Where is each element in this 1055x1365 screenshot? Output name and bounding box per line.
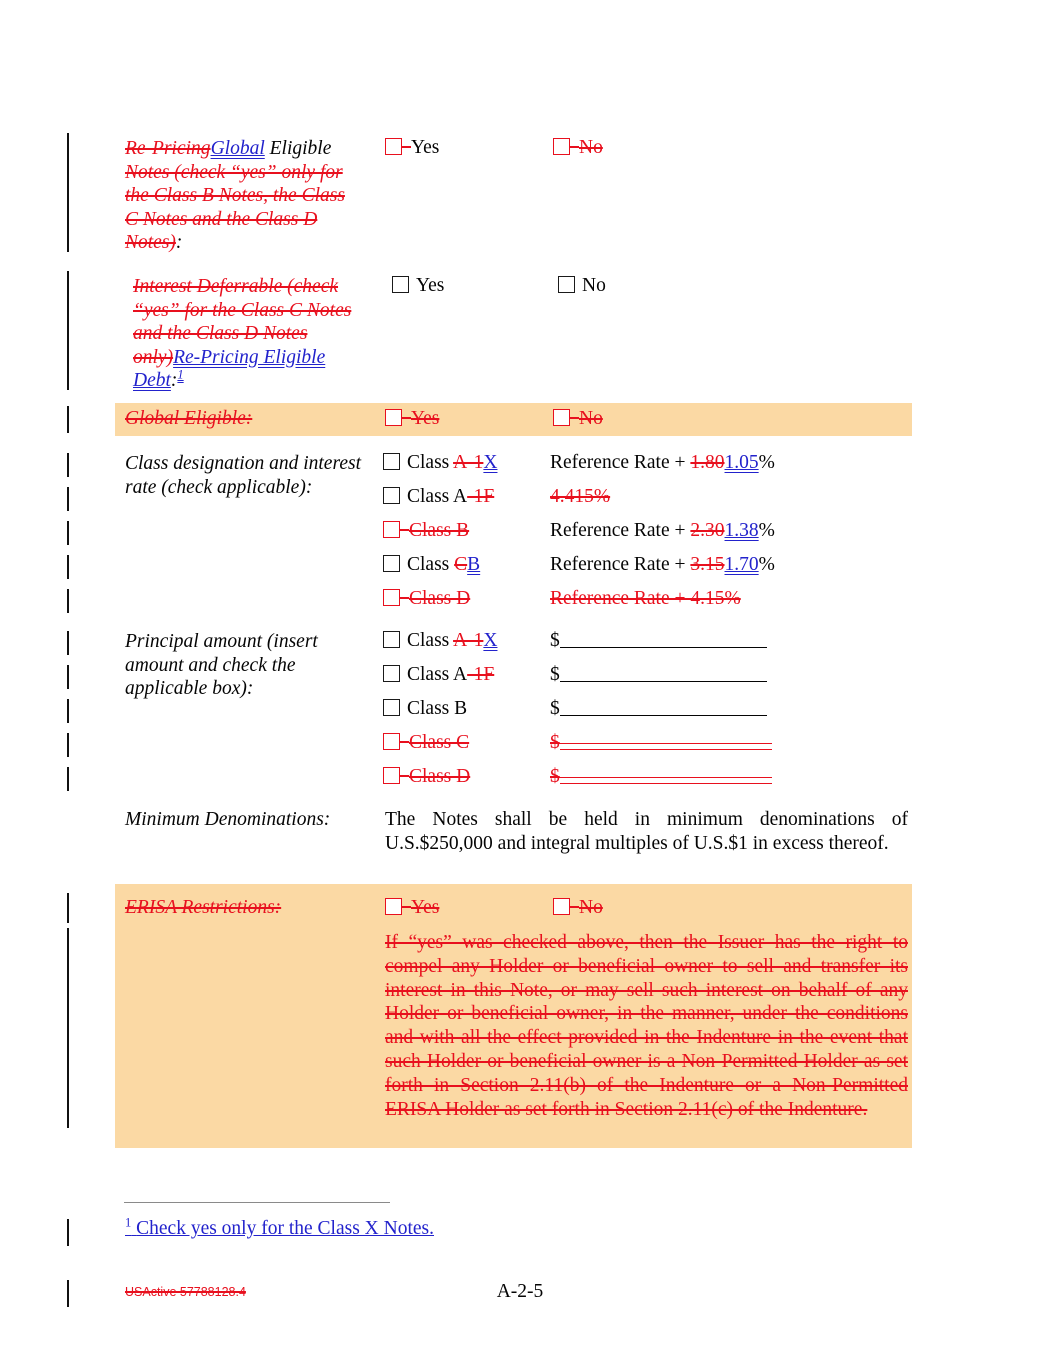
- label-text: Principal amount (insert amount and check the applicable box):: [125, 631, 318, 700]
- class-a1x-checkbox[interactable]: [383, 453, 400, 470]
- principal-a1x-option: [383, 630, 497, 652]
- label-text: Class designation and interest rate (check applicable):: [125, 453, 361, 498]
- inserted-text: 1.70: [724, 554, 759, 575]
- inserted-text: X: [483, 630, 498, 651]
- class-a1x-option: [383, 452, 497, 474]
- class-b-amount-field[interactable]: [560, 715, 767, 716]
- paragraph-text: The Notes shall be held in minimum denominations of U.S.$250,000 and integral multiples of U.S.$1 in excess thereof.: [385, 809, 908, 854]
- class-cb-rate: [550, 554, 775, 576]
- deleted-text: USActive 57788128.4: [125, 1285, 246, 1299]
- principal-d-checkbox[interactable]: [383, 767, 400, 784]
- label-text: :: [175, 232, 183, 254]
- change-bar: [67, 406, 69, 433]
- label-repricing-eligible-debt: [133, 275, 370, 393]
- principal-b-amount: [550, 698, 767, 720]
- dollar-sign: $: [550, 732, 560, 753]
- change-bar: [67, 271, 69, 390]
- inserted-text: Re-Pricing Eligible Debt: [133, 346, 326, 392]
- class-cb-option: [383, 554, 480, 576]
- class-a1f-amount-field[interactable]: [560, 681, 767, 682]
- repricing-debt-yes-option: [392, 275, 444, 297]
- strike-dash: [570, 906, 579, 908]
- class-a1f-checkbox[interactable]: [383, 487, 400, 504]
- yes-label: Yes: [411, 408, 440, 429]
- principal-a1x-checkbox[interactable]: [383, 631, 400, 648]
- option-text: Class B: [407, 698, 468, 719]
- inserted-text: Global: [210, 138, 265, 159]
- label-text: Eligible: [264, 138, 332, 159]
- global-notes-yes-option: [385, 137, 439, 159]
- label-global-eligible-notes: [125, 137, 362, 255]
- class-b-checkbox[interactable]: [383, 521, 400, 538]
- class-cb-checkbox[interactable]: [383, 555, 400, 572]
- rate-text: Reference Rate +: [550, 452, 691, 473]
- change-bar: [67, 1219, 69, 1246]
- label-principal-amount: [125, 630, 362, 701]
- erisa-paragraph: [385, 931, 908, 1121]
- rate-text: %: [758, 452, 775, 473]
- deleted-text: -1F: [467, 486, 495, 507]
- deleted-text: Class D: [409, 766, 471, 787]
- strike-dash: [570, 146, 579, 148]
- principal-a1f-option: [383, 664, 494, 686]
- class-b-deleted-option: [383, 520, 469, 542]
- deleted-text: Notes (check “yes” only for the Class B Notes, the Class C Notes and the Class D Notes): [125, 161, 345, 254]
- principal-c-checkbox[interactable]: [383, 733, 400, 750]
- principal-d-amount: [550, 766, 772, 788]
- option-text: Class A: [407, 664, 468, 685]
- principal-a1f-amount: [550, 664, 767, 686]
- deleted-text: ERISA Restrictions:: [125, 897, 282, 918]
- deleted-text: -1F: [467, 664, 495, 685]
- class-a1f-option: [383, 486, 494, 508]
- footnote-marker: 1: [125, 1215, 132, 1230]
- option-text: Class: [407, 554, 455, 575]
- option-text: Class: [407, 452, 454, 473]
- dollar-sign: $: [550, 664, 560, 685]
- strike-dash: [402, 146, 411, 148]
- class-a1x-amount-field[interactable]: [560, 647, 767, 648]
- yes-label: Yes: [411, 137, 440, 158]
- inserted-text: 1.05: [724, 452, 759, 473]
- footnote: [125, 1215, 434, 1240]
- erisa-yes-option: [385, 897, 439, 919]
- deleted-text: 1.80: [690, 452, 725, 473]
- page-number: [0, 1281, 1040, 1303]
- label-erisa-restrictions: [125, 897, 281, 919]
- class-d-checkbox[interactable]: [383, 589, 400, 606]
- footnote-text: Check yes only for the Class X Notes.: [136, 1218, 434, 1239]
- label-class-designation: [125, 452, 362, 499]
- option-text: Class: [407, 630, 454, 651]
- deleted-text: Interest Deferrable (check “yes” for the Class C Notes and the Class D Notes only): [133, 276, 352, 368]
- deleted-text: A-1: [453, 452, 484, 473]
- repricing-debt-no-option: [558, 275, 606, 297]
- principal-a1f-checkbox[interactable]: [383, 665, 400, 682]
- strike-dash: [400, 597, 409, 599]
- change-bar: [67, 487, 69, 511]
- label-minimum-denominations: [125, 808, 385, 832]
- no-label: No: [579, 137, 603, 158]
- label-global-eligible: [125, 408, 252, 430]
- footnote-reference: 1: [177, 367, 184, 382]
- yes-label: Yes: [411, 897, 440, 918]
- dollar-sign: $: [550, 630, 560, 651]
- deleted-text: 2.30: [690, 520, 725, 541]
- no-label: No: [579, 897, 603, 918]
- deleted-text: A-1: [453, 630, 484, 651]
- class-d-rate: [550, 588, 741, 610]
- page-number-text: A-2-5: [496, 1281, 544, 1302]
- change-bar: [67, 893, 69, 923]
- principal-c-deleted-option: [383, 732, 469, 754]
- class-a1x-rate: [550, 452, 775, 474]
- change-bar: [67, 631, 69, 655]
- rate-text: Reference Rate +: [550, 554, 691, 575]
- strike-dash: [402, 906, 411, 908]
- yes-checkbox[interactable]: [385, 138, 402, 155]
- dollar-sign: $: [550, 766, 560, 787]
- dollar-sign: $: [550, 698, 560, 719]
- deleted-text: Global Eligible:: [125, 408, 253, 429]
- label-text: :: [170, 370, 178, 392]
- deleted-text: Class D: [409, 588, 471, 609]
- global-eligible-no-option: [553, 408, 603, 430]
- class-d-deleted-option: [383, 588, 470, 610]
- principal-b-option: [383, 698, 467, 720]
- change-bar: [67, 589, 69, 613]
- strike-dash: [402, 417, 411, 419]
- strike-dash: [400, 741, 409, 743]
- erisa-no-option: [553, 897, 603, 919]
- change-bar: [67, 665, 69, 689]
- label-text: Minimum Denominations:: [125, 809, 331, 830]
- rate-text: Reference Rate +: [550, 520, 691, 541]
- principal-a1x-amount: [550, 630, 767, 652]
- no-checkbox[interactable]: [553, 409, 570, 426]
- class-c-amount-field[interactable]: [560, 749, 772, 750]
- principal-d-deleted-option: [383, 766, 470, 788]
- deleted-text: Class C: [409, 732, 470, 753]
- deleted-paragraph-text: If “yes” was checked above, then the Issuer has the right to compel any Holder or beneficial owner to sell and transfer its interest in this Note, or may sell such interest on behalf of any Holder or beneficial owner, in the manner, under the conditions and with all the effect provided in the Indenture in the event that such Holder or beneficial owner is a Non-Permitted Holder as set forth in Section 2.11(b) of the Indenture or a Non-Permitted ERISA Holder as set forth in Section 2.11(c) of the Indenture.: [385, 932, 908, 1120]
- change-bar: [67, 521, 69, 545]
- change-bar: [67, 699, 69, 723]
- yes-checkbox[interactable]: [392, 276, 409, 293]
- principal-b-checkbox[interactable]: [383, 699, 400, 716]
- minimum-denominations-text: [385, 808, 908, 856]
- global-eligible-yes-option: [385, 408, 439, 430]
- option-text: Class A: [407, 486, 468, 507]
- change-bar: [67, 767, 69, 791]
- deleted-text: 3.15: [690, 554, 725, 575]
- yes-checkbox[interactable]: [385, 409, 402, 426]
- footnote-separator: [124, 1202, 390, 1203]
- class-b-rate: [550, 520, 775, 542]
- inserted-text: 1.38: [724, 520, 759, 541]
- no-label: No: [579, 408, 603, 429]
- no-checkbox[interactable]: [553, 138, 570, 155]
- deleted-text: Class B: [409, 520, 470, 541]
- class-a1f-rate: [550, 486, 610, 508]
- strike-dash: [400, 529, 409, 531]
- change-bar: [67, 453, 69, 477]
- deleted-text: C: [454, 554, 468, 575]
- strike-dash: [400, 775, 409, 777]
- change-bar: [67, 133, 69, 252]
- change-bar: [67, 733, 69, 757]
- yes-label: Yes: [416, 275, 445, 296]
- change-bar: [67, 555, 69, 579]
- inserted-text: B: [467, 554, 481, 575]
- deleted-text: 4.415%: [550, 486, 611, 507]
- principal-c-amount: [550, 732, 772, 754]
- deleted-text: Reference Rate + 4.15%: [550, 588, 741, 609]
- no-checkbox[interactable]: [553, 898, 570, 915]
- class-d-amount-field[interactable]: [560, 783, 772, 784]
- global-notes-no-option: [553, 137, 603, 159]
- yes-checkbox[interactable]: [385, 898, 402, 915]
- change-bar: [67, 928, 69, 1128]
- strike-dash: [570, 417, 579, 419]
- rate-text: %: [758, 554, 775, 575]
- deleted-text: Re-Pricing: [125, 138, 211, 159]
- inserted-text: X: [483, 452, 498, 473]
- rate-text: %: [758, 520, 775, 541]
- no-checkbox[interactable]: [558, 276, 575, 293]
- no-label: No: [582, 275, 606, 296]
